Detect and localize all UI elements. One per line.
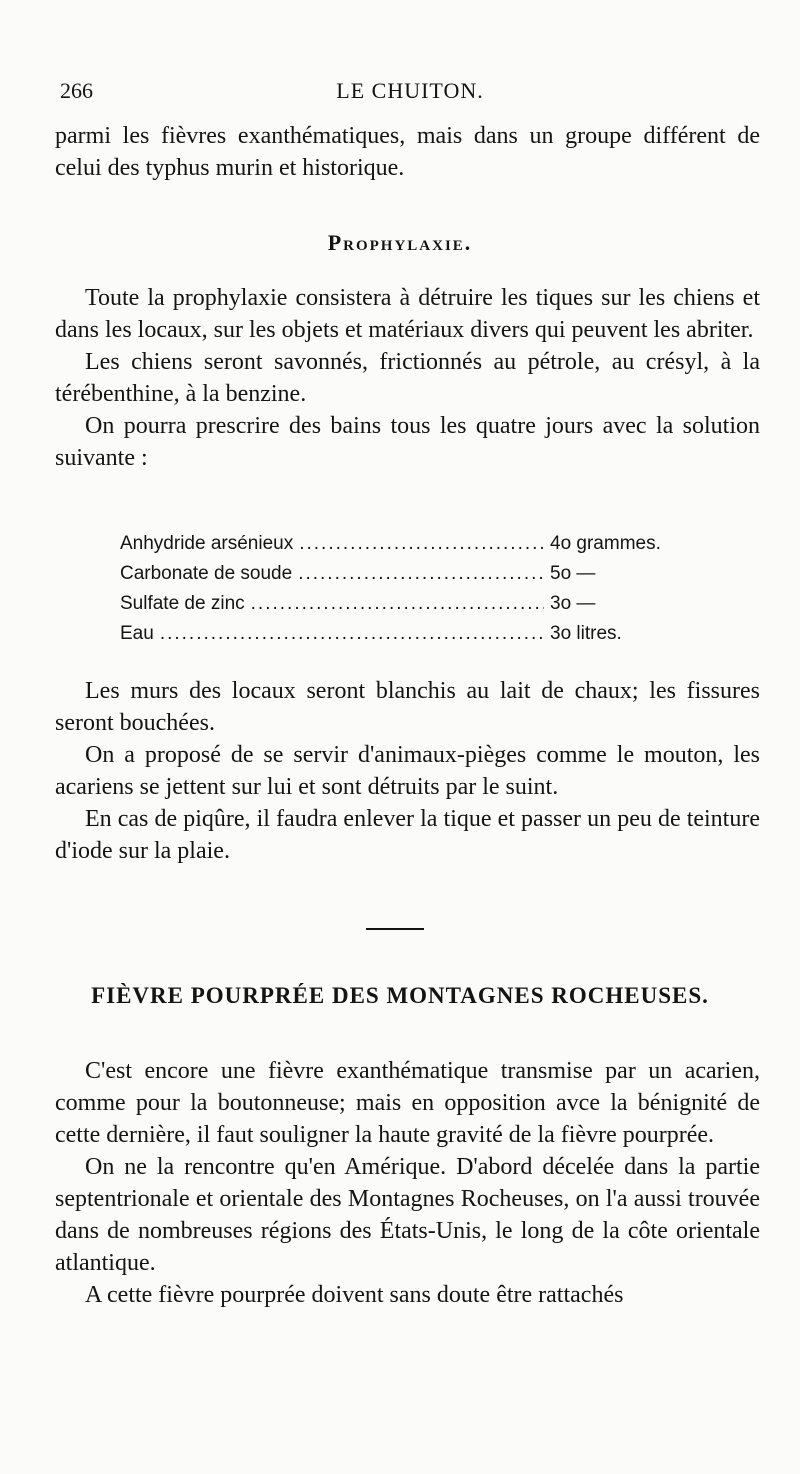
paragraph: C'est encore une fièvre exanthématique transmise par un acarien, comme pour la boutonneuse; mais en opposition avce la bénignité de cette dernière, il faut souligner la haute gravité de la fièvre pourprée. — [55, 1058, 760, 1148]
recipe-row — [120, 563, 700, 593]
ingredient-name: Carbonate de soude — [120, 563, 293, 584]
leader-dots — [160, 623, 544, 645]
ingredient-name: Sulfate de zinc — [120, 593, 245, 614]
paragraph: On a proposé de se servir d'animaux-pièges comme le mouton, les acariens se jettent sur lui et sont détruits par le suint. — [55, 742, 760, 800]
paragraph: En cas de piqûre, il faudra enlever la tique et passer un peu de teinture d'iode sur la plaie. — [55, 806, 760, 864]
ingredient-quantity: 4o grammes. — [550, 533, 661, 554]
paragraph: On ne la rencontre qu'en Amérique. D'abord décelée dans la partie septentrionale et orientale des Montagnes Rocheuses, on l'a aussi trouvée dans de nombreuses régions des États-Unis, le long de la côte orientale atlantique. — [55, 1154, 760, 1276]
paragraph: Les murs des locaux seront blanchis au lait de chaux; les fissures seront bouchées. — [55, 678, 760, 736]
leader-dots — [298, 563, 544, 585]
recipe-row — [120, 593, 700, 623]
leader-dots — [251, 593, 544, 615]
leader-dots — [299, 533, 544, 555]
paragraph: Toute la prophylaxie consistera à détruire les tiques sur les chiens et dans les locaux, sur les objets et matériaux divers qui peuvent les abriter. — [55, 285, 760, 343]
section-heading: Prophylaxie. — [327, 230, 473, 255]
paragraph: A cette fièvre pourprée doivent sans doute être rattachés — [85, 1282, 624, 1308]
ingredient-quantity: 3o litres. — [550, 623, 622, 644]
paragraph: On pourra prescrire des bains tous les quatre jours avec la solution suivante : — [55, 413, 760, 471]
page-number: 266 — [60, 78, 93, 103]
recipe-table — [120, 533, 700, 653]
recipe-row — [120, 623, 700, 653]
page-header — [60, 78, 760, 108]
ingredient-quantity: 5o — — [550, 563, 596, 584]
paragraph: Les chiens seront savonnés, frictionnés au pétrole, au crésyl, à la térébenthine, à la benzine. — [55, 349, 760, 407]
ingredient-quantity: 3o — — [550, 593, 596, 614]
ingredient-name: Eau — [120, 623, 154, 644]
ingredient-name: Anhydride arsénieux — [120, 533, 294, 554]
post-recipe-text — [55, 675, 760, 867]
chapter-heading: FIÈVRE POURPRÉE DES MONTAGNES ROCHEUSES. — [91, 983, 709, 1008]
paragraph: parmi les fièvres exanthématiques, mais dans un groupe différent de celui des typhus murin et historique. — [55, 123, 760, 181]
section-divider — [366, 928, 424, 930]
prophylaxie-text — [55, 282, 760, 474]
running-title: LE CHUITON. — [336, 78, 484, 103]
recipe-row — [120, 533, 700, 563]
opening-text — [55, 120, 760, 184]
chapter-text — [55, 1055, 760, 1311]
